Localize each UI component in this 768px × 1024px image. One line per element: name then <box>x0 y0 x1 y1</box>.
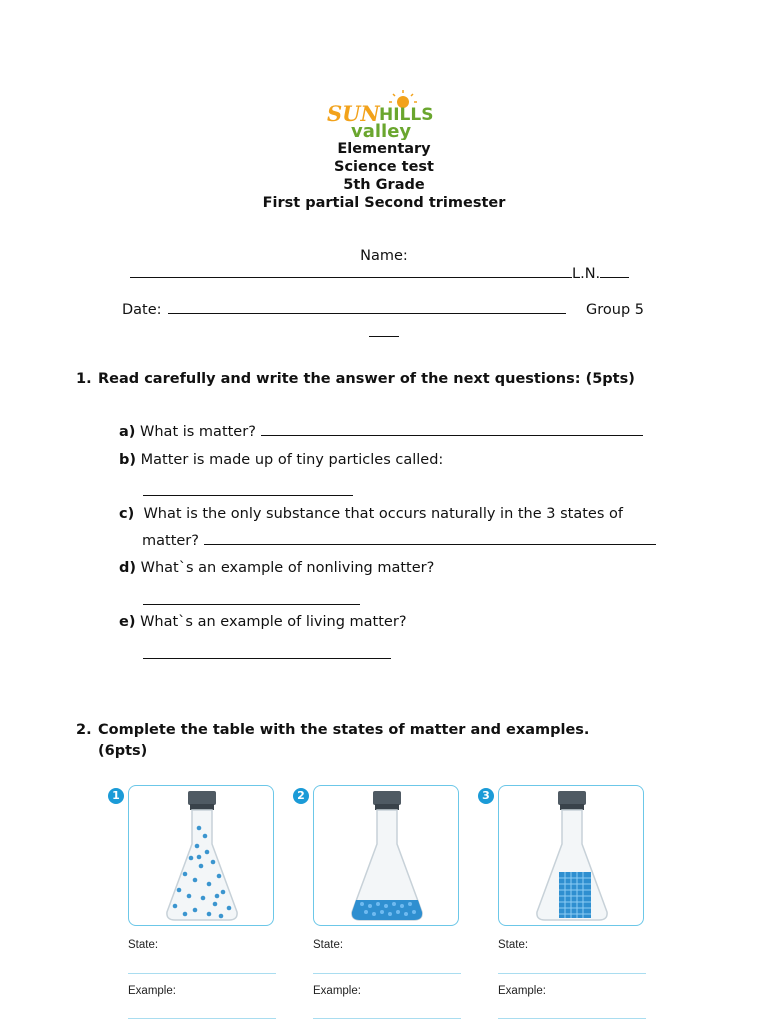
q1a-row <box>119 424 643 440</box>
flask-gas-icon <box>129 786 275 927</box>
card-1-number: 1 <box>108 788 124 804</box>
name-field[interactable] <box>130 266 629 282</box>
q1c-row2 <box>142 533 656 549</box>
logo-word-valley: valley <box>351 121 412 140</box>
date-label: Date: <box>122 302 162 318</box>
card-3-number: 3 <box>478 788 494 804</box>
q1e-text: What`s an example of living matter? <box>140 614 407 630</box>
grade-label: 5th Grade <box>343 177 425 193</box>
date-row <box>122 302 566 318</box>
card-3-example-line[interactable] <box>498 1018 646 1019</box>
flask-card-solid <box>498 785 644 926</box>
school-name: Elementary <box>337 141 431 157</box>
logo-word-hills: HILLS <box>379 105 434 125</box>
q1e-row <box>119 614 407 630</box>
q1c-row <box>119 506 623 522</box>
card-3-example-label: Example: <box>498 985 546 997</box>
name-label: Name: <box>360 248 408 264</box>
q2-number: 2. <box>76 722 92 738</box>
card-2-number: 2 <box>293 788 309 804</box>
q2-points: (6pts) <box>98 743 148 759</box>
flask-card-liquid <box>313 785 459 926</box>
date-field[interactable] <box>168 312 566 314</box>
card-1-state-line[interactable] <box>128 973 276 974</box>
q1-number: 1. <box>76 371 92 387</box>
card-2-example-line[interactable] <box>313 1018 461 1019</box>
ln-field[interactable] <box>600 276 629 278</box>
q2-title: Complete the table with the states of matter and examples. <box>98 722 590 738</box>
logo-word-sun: SUN <box>327 101 380 126</box>
card-1-example-line[interactable] <box>128 1018 276 1019</box>
q1a-answer-line[interactable] <box>261 434 643 436</box>
q1c-text: What is the only substance that occurs naturally in the 3 states of <box>138 506 623 522</box>
flask-solid-icon <box>499 786 645 927</box>
q1a-letter: a) <box>119 424 136 440</box>
ln-label: L.N. <box>572 266 601 282</box>
school-logo <box>327 88 443 140</box>
card-1-example-label: Example: <box>128 985 176 997</box>
q1d-row <box>119 560 434 576</box>
card-3-state-label: State: <box>498 939 529 951</box>
q1e-answer-line[interactable] <box>143 658 391 659</box>
card-2-state-label: State: <box>313 939 344 951</box>
card-1-state-label: State: <box>128 939 159 951</box>
q1c-answer-line[interactable] <box>204 543 656 545</box>
group-line[interactable] <box>369 336 399 337</box>
q1d-letter: d) <box>119 560 137 576</box>
q1b-row <box>119 452 443 468</box>
q1b-answer-line[interactable] <box>143 495 353 496</box>
period-label: First partial Second trimester <box>262 195 506 211</box>
card-3-state-line[interactable] <box>498 973 646 974</box>
q1d-answer-line[interactable] <box>143 604 360 605</box>
q1e-letter: e) <box>119 614 136 630</box>
flask-liquid-icon <box>314 786 460 927</box>
group-label: Group 5 <box>586 302 644 318</box>
q1b-letter: b) <box>119 452 137 468</box>
q1b-text: Matter is made up of tiny particles called: <box>140 452 444 468</box>
card-2-state-line[interactable] <box>313 973 461 974</box>
q1-title: Read carefully and write the answer of the next questions: (5pts) <box>98 371 635 387</box>
q1c-text2: matter? <box>142 533 199 549</box>
q1c-letter: c) <box>119 506 135 522</box>
card-2-example-label: Example: <box>313 985 361 997</box>
q1d-text: What`s an example of nonliving matter? <box>140 560 435 576</box>
q1a-text: What is matter? <box>140 424 256 440</box>
test-title: Science test <box>334 159 434 175</box>
flask-card-gas <box>128 785 274 926</box>
